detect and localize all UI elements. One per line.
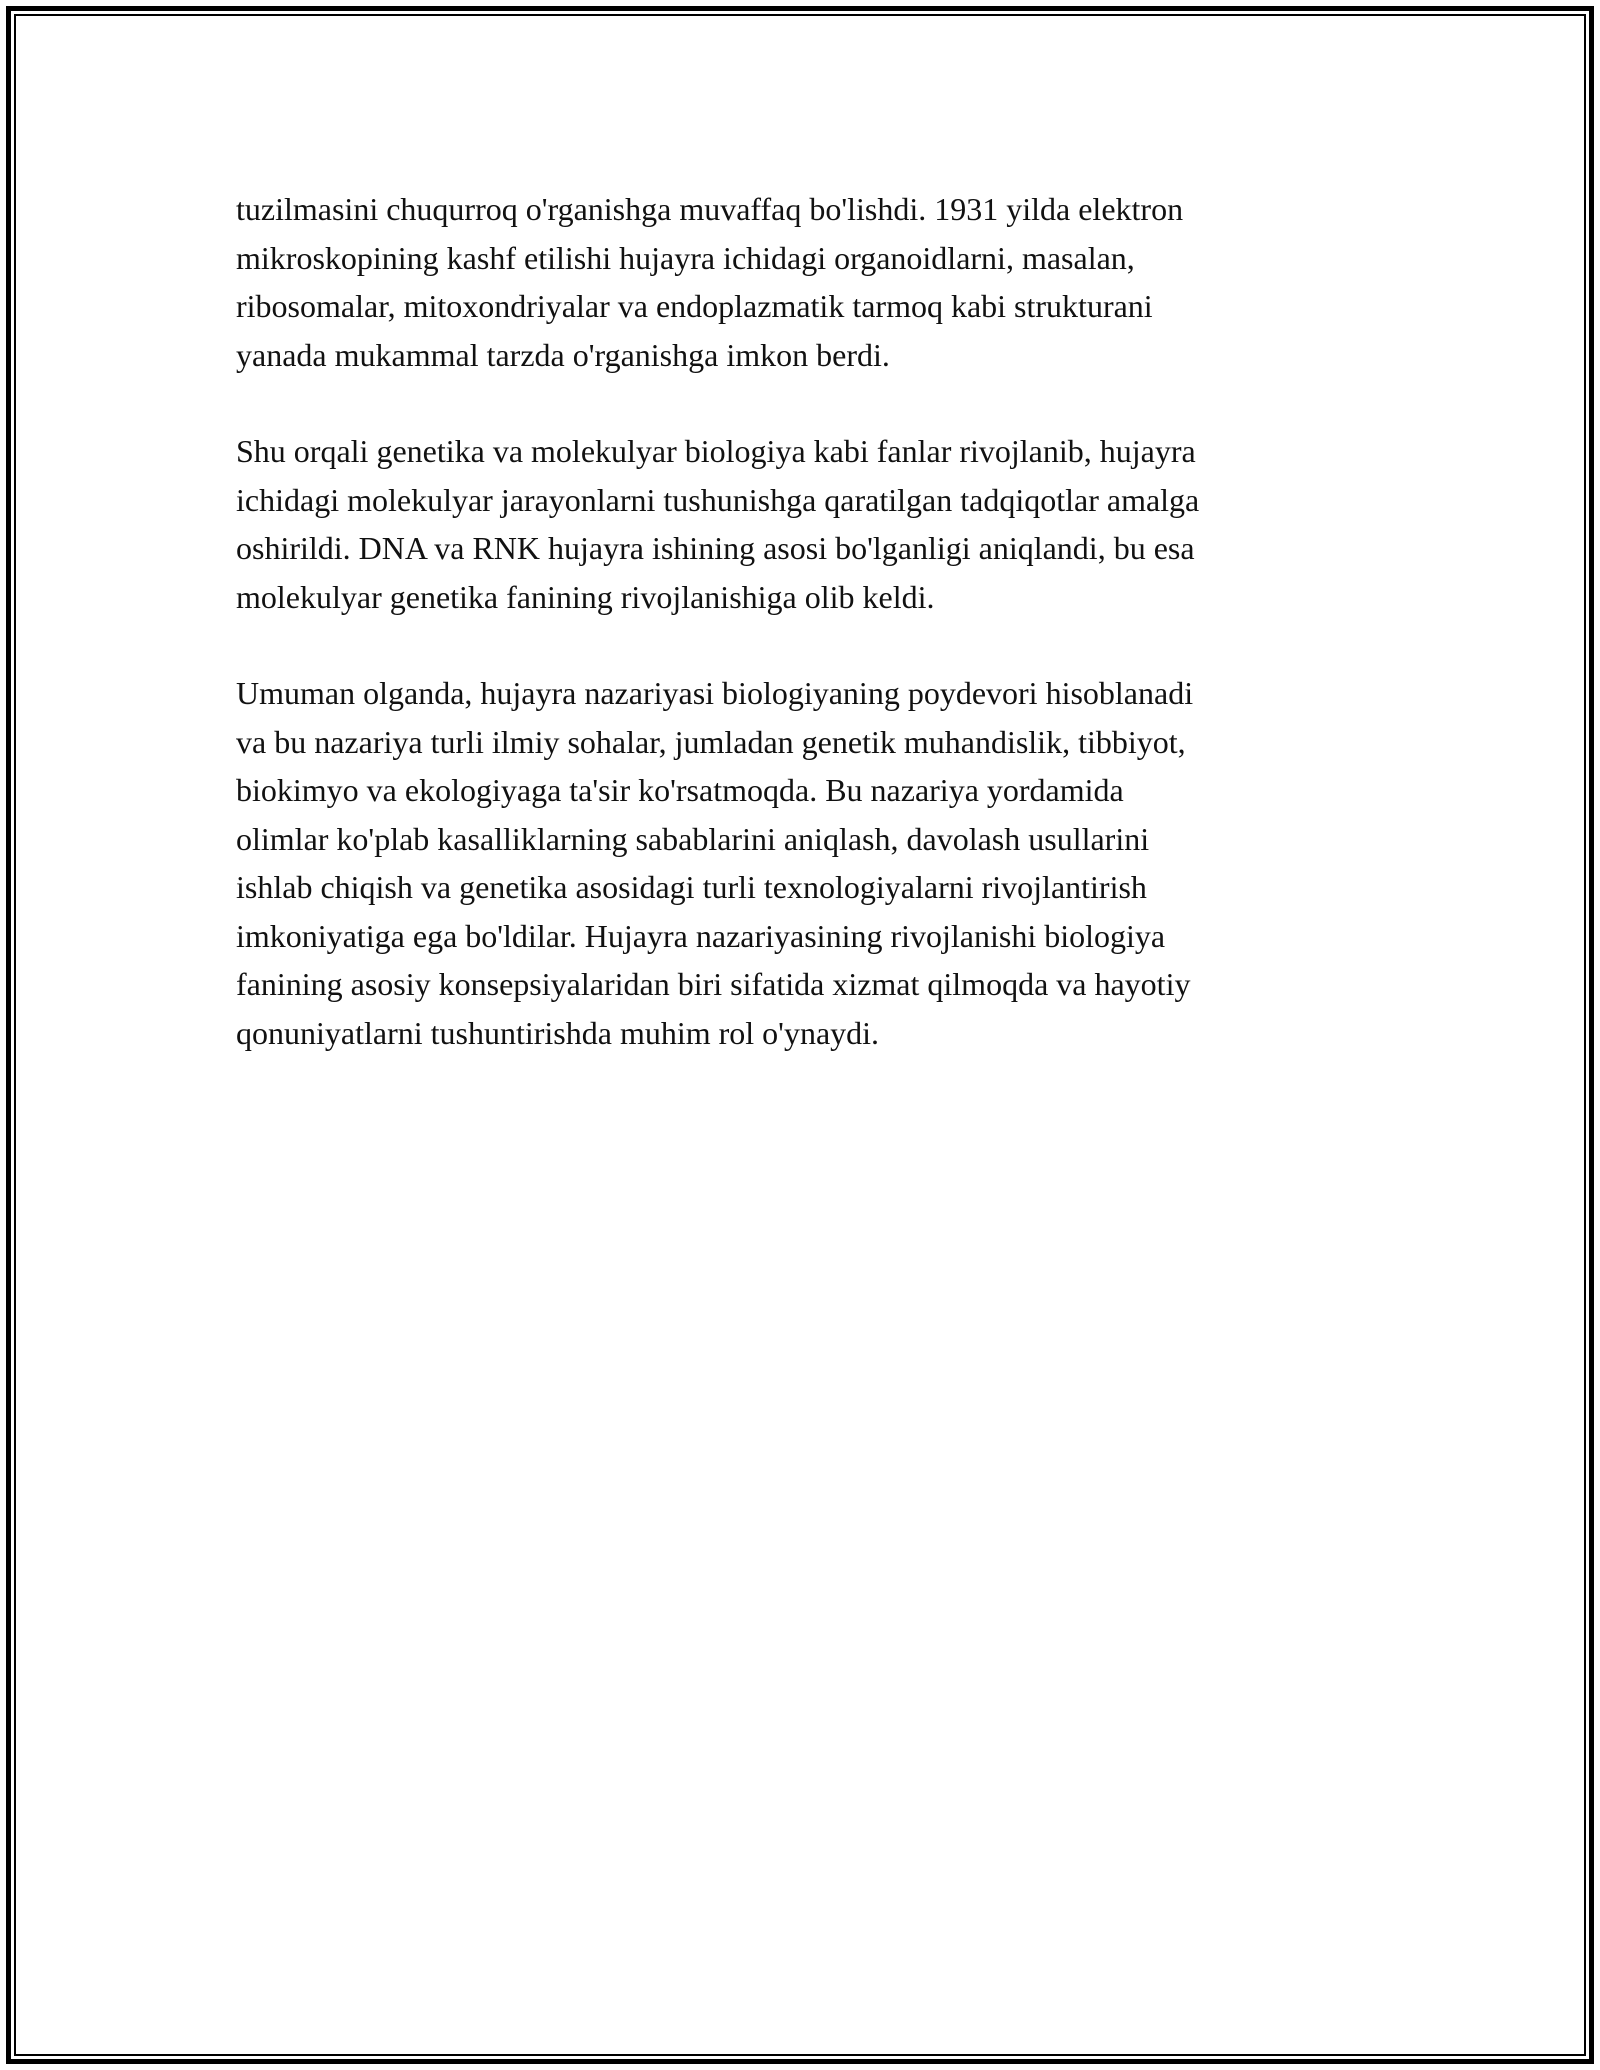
text-line: molekulyar genetika fanining rivojlanishiga olib keldi. [236,578,935,615]
text-line: va bu nazariya turli ilmiy sohalar, jumladan genetik muhandislik, tibbiyot, [236,723,1186,760]
text-line: fanining asosiy konsepsiyalaridan biri sifatida xizmat qilmoqda va hayotiy [236,966,1191,1002]
text-line: Umuman olganda, hujayra nazariyasi biologiyaning poydevori hisoblanadi [236,675,1194,711]
text-line: ribosomalar, mitoxondriyalar va endoplazmatik tarmoq kabi strukturani [236,288,1153,324]
text-line: oshirildi. DNA va RNK hujayra ishining asosi bo'lganligi aniqlandi, bu esa [236,530,1195,566]
text-line: tuzilmasini chuqurroq o'rganishga muvaffaq bo'lishdi. 1931 yilda elektron [236,191,1184,227]
paragraph-1 [236,185,1376,379]
text-line: mikroskopining kashf etilishi hujayra ichidagi organoidlarni, masalan, [236,239,1135,276]
text-line: ichidagi molekulyar jarayonlarni tushunishga qaratilgan tadqiqotlar amalga [236,481,1200,518]
paragraph-3 [236,669,1376,1057]
text-line: yanada mukammal tarzda o'rganishga imkon berdi. [236,336,890,373]
paragraph-2 [236,427,1376,621]
text-line: imkoniyatiga ega bo'ldilar. Hujayra nazariyasining rivojlanishi biologiya [236,917,1166,954]
text-line: biokimyo va ekologiyaga ta'sir ko'rsatmoqda. Bu nazariya yordamida [236,772,1124,808]
text-line: olimlar ko'plab kasalliklarning sabablarini aniqlash, davolash usullarini [236,820,1150,857]
text-line: Shu orqali genetika va molekulyar biologiya kabi fanlar rivojlanib, hujayra [236,433,1196,469]
text-line: qonuniyatlarni tushuntirishda muhim rol o'ynaydi. [236,1014,880,1051]
document-body [236,185,1376,1105]
text-line: ishlab chiqish va genetika asosidagi turli texnologiyalarni rivojlantirish [236,869,1147,905]
